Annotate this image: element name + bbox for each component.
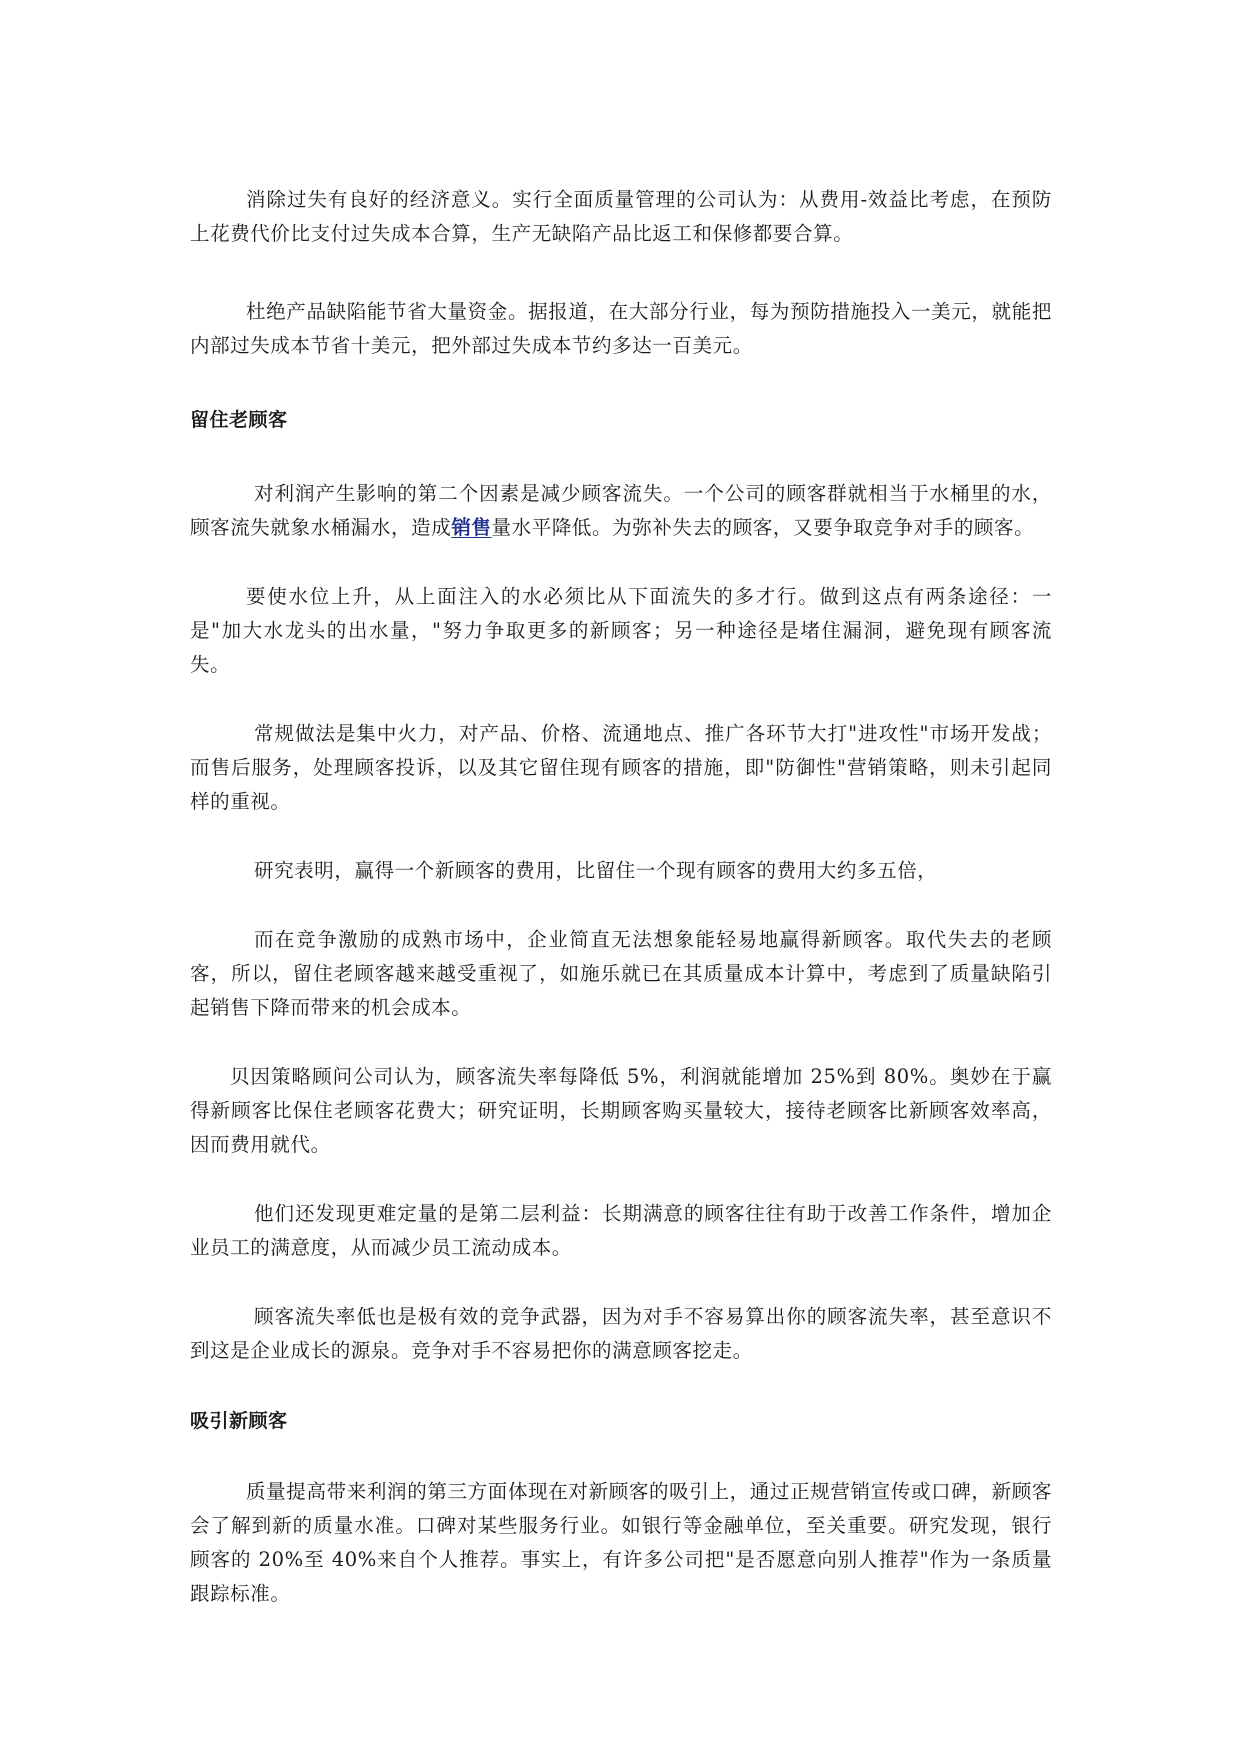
paragraph-water-level: 要使水位上升，从上面注入的水必须比从下面流失的多才行。做到这点有两条途径：一是"加大水龙头的出水量，"努力争取更多的新顾客；另一种途径是堵住漏洞，避免现有顾客流失。 [190,585,1052,676]
paragraph-error-prevention: 消除过失有良好的经济意义。实行全面质量管理的公司认为：从费用-效益比考虑，在预防上花费代价比支付过失成本合算，生产无缺陷产品比返工和保修都要合算。 [190,188,1052,245]
paragraph-text-after-link: 量水平降低。为弥补失去的顾客，又要争取竞争对手的顾客。 [491,516,1035,539]
paragraph-conventional-approach: 常规做法是集中火力，对产品、价格、流通地点、推广各环节大打"进攻性"市场开发战；而售后服务，处理顾客投诉，以及其它留住现有顾客的措施，即"防御性"营销策略，则未引起同样的重视。 [190,722,1052,813]
document-page [190,183,1052,1611]
paragraph-competitive-weapon: 顾客流失率低也是极有效的竞争武器，因为对手不容易算出你的顾客流失率，甚至意识不到这是企业成长的源泉。竞争对手不容易把你的满意顾客挖走。 [190,1305,1052,1362]
paragraph-second-layer-benefit: 他们还发现更难定量的是第二层利益：长期满意的顾客往往有助于改善工作条件，增加企业员工的满意度，从而减少员工流动成本。 [190,1202,1052,1259]
paragraph-customer-churn [190,477,1052,545]
section-heading-attract-customers: 吸引新顾客 [190,1410,288,1432]
section-heading-retain-customers: 留住老顾客 [190,409,288,431]
paragraph-word-of-mouth: 质量提高带来利润的第三方面体现在对新顾客的吸引上，通过正规营销宣传或口碑，新顾客会了解到新的质量水准。口碑对某些服务行业。如银行等金融单位，至关重要。研究发现，银行顾客的 20%至 40%来自个人推荐。事实上，有许多公司把"是否愿意向别人推荐"作为一条质量跟踪标准。 [190,1480,1052,1605]
paragraph-text-before-link: 对利润产生影响的第二个因素是减少顾客流失。一个公司的顾客群就相当于水桶里的水，顾客流失就象水桶漏水，造成 [190,482,1052,539]
paragraph-mature-market: 而在竞争激励的成熟市场中，企业简直无法想象能轻易地赢得新顾客。取代失去的老顾客，所以，留住老顾客越来越受重视了，如施乐就已在其质量成本计算中，考虑到了质量缺陷引起销售下降而带来的机会成本。 [190,928,1052,1019]
paragraph-bain-consulting: 贝因策略顾问公司认为，顾客流失率每降低 5%，利润就能增加 25%到 80%。奥妙在于赢得新顾客比保住老顾客花费大；研究证明，长期顾客购买量较大，接待老顾客比新顾客效率高，因而费用就代。 [190,1065,1052,1156]
paragraph-research-findings: 研究表明，赢得一个新顾客的费用，比留住一个现有顾客的费用大约多五倍， [254,859,938,882]
sales-link[interactable]: 销售 [451,516,492,539]
paragraph-defect-savings: 杜绝产品缺陷能节省大量资金。据报道，在大部分行业，每为预防措施投入一美元，就能把内部过失成本节省十美元，把外部过失成本节约多达一百美元。 [190,300,1052,357]
